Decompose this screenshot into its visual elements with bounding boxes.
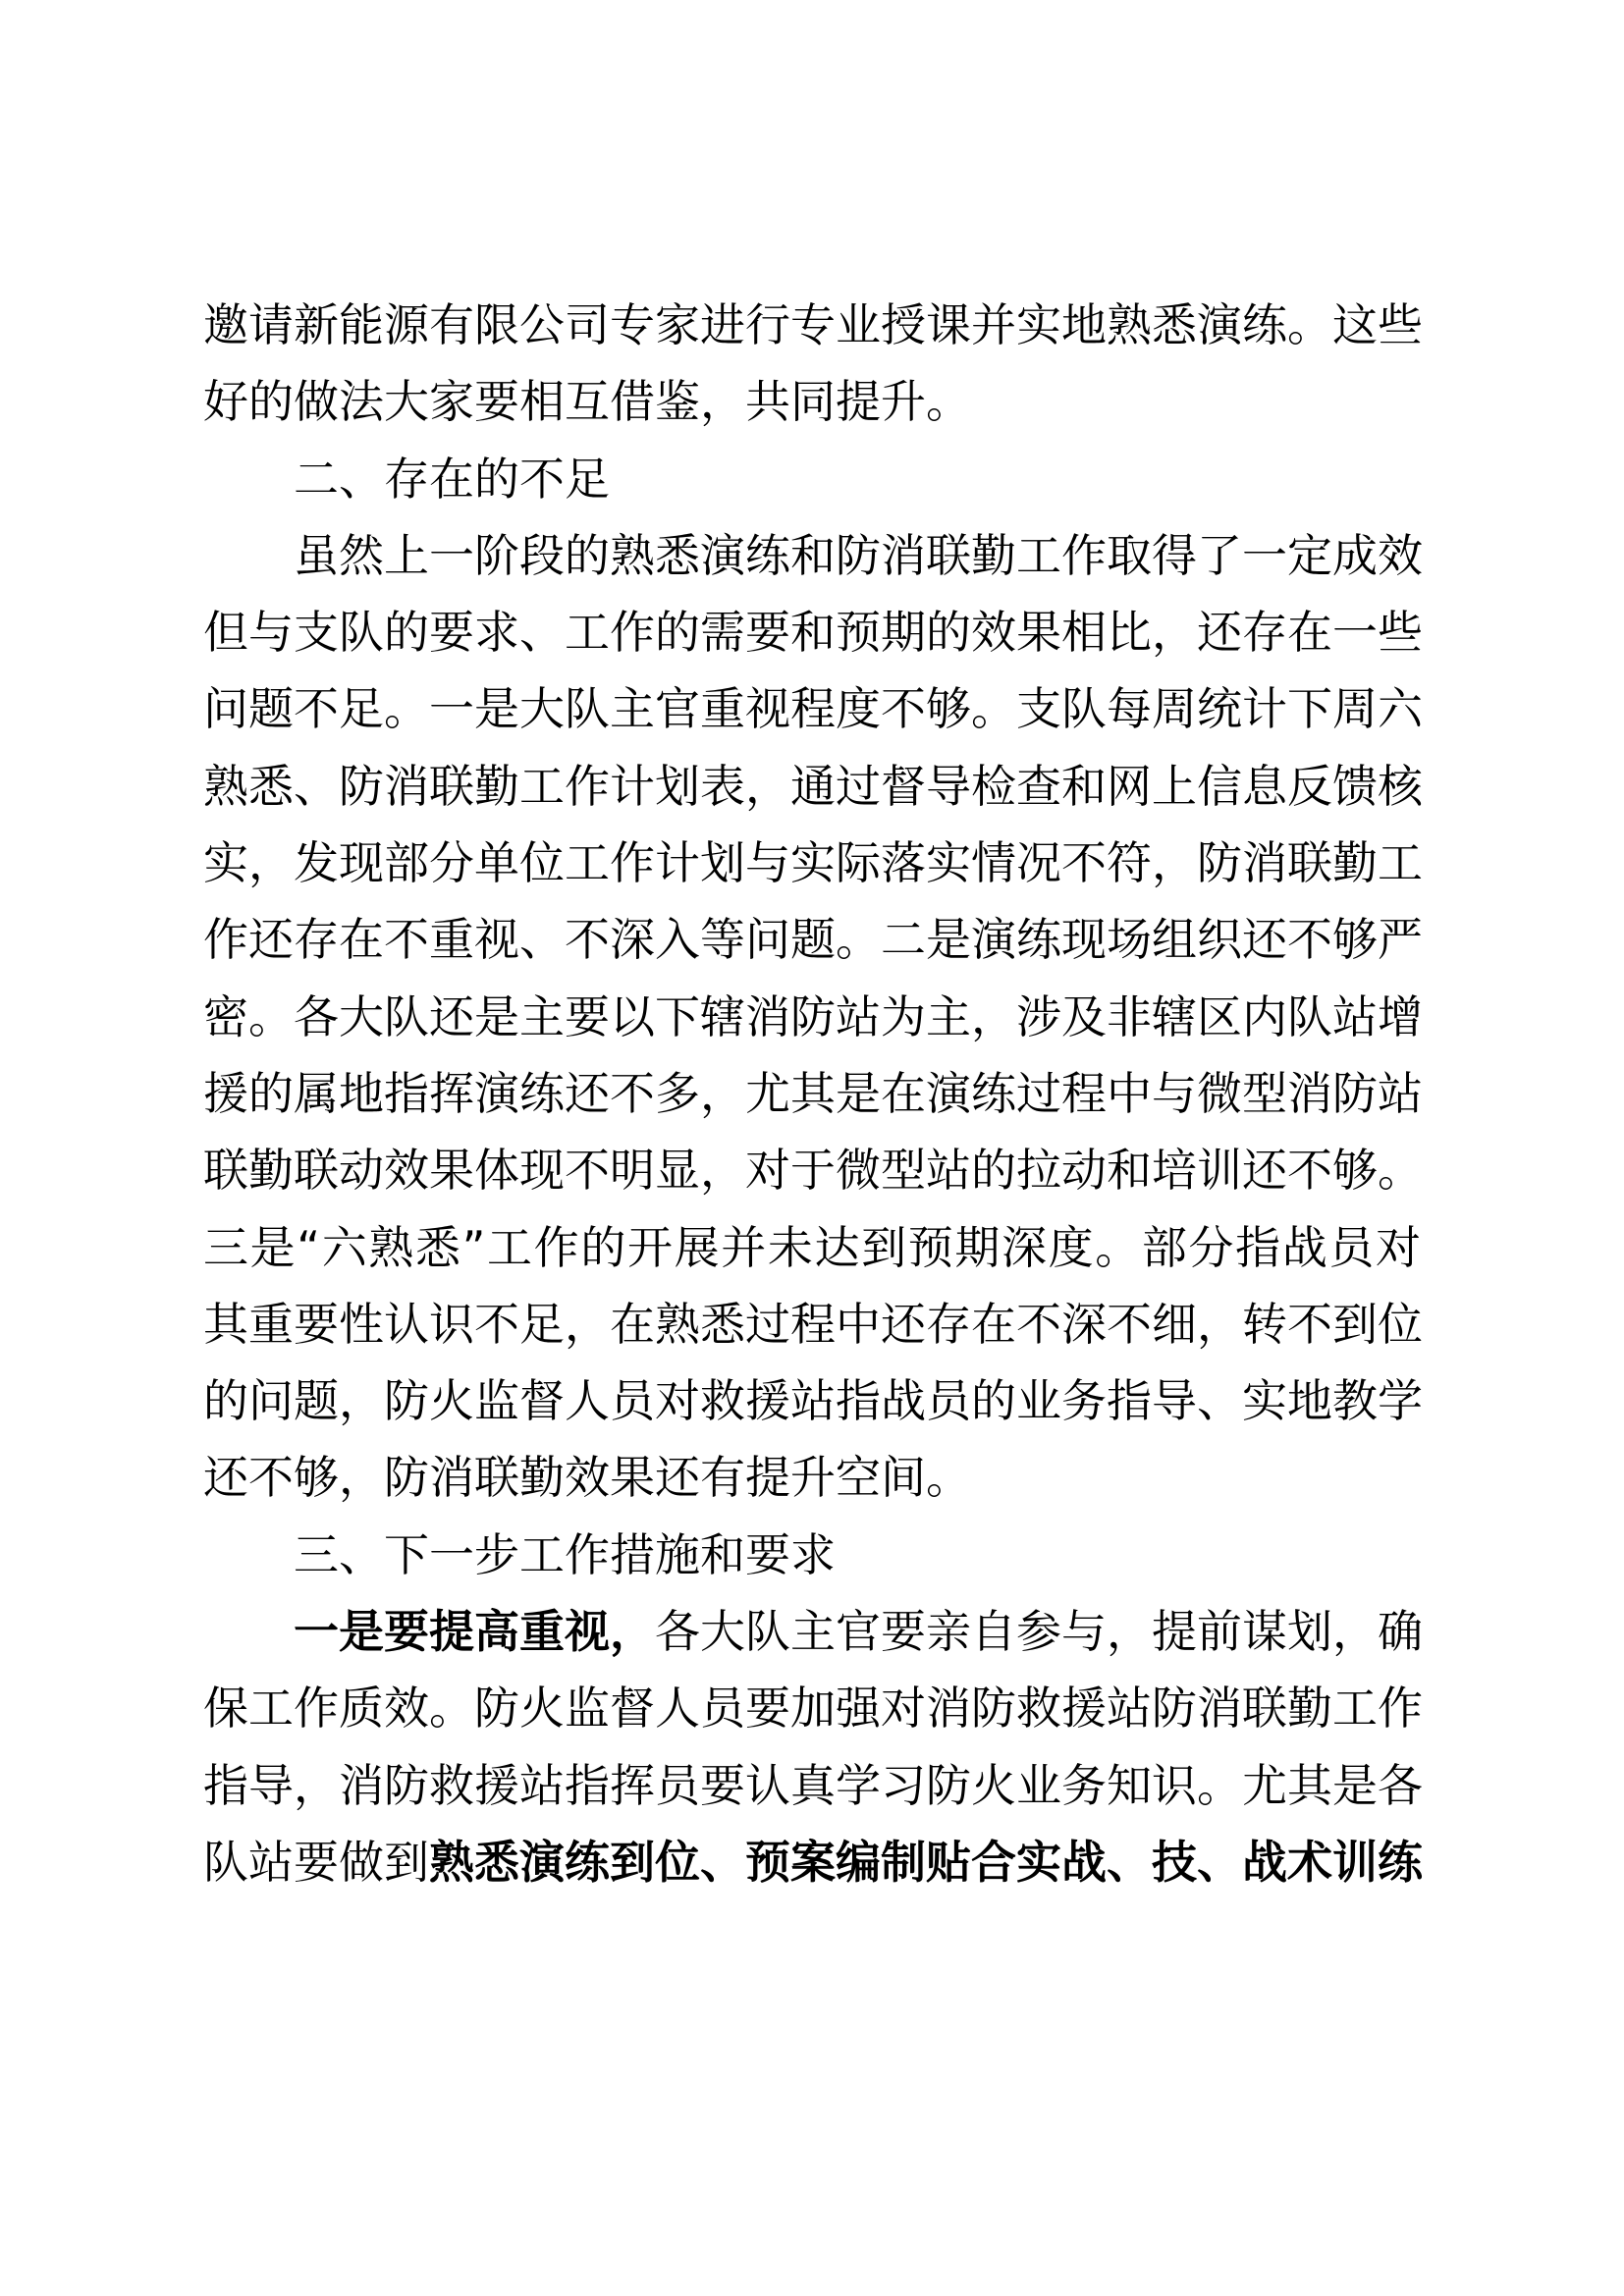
body-text [203, 287, 1421, 1900]
text-span: 各大队主官要亲自参与，提前谋划，确 [655, 1605, 1423, 1659]
text-line: 还不够，防消联勤效果还有提升空间。 [203, 1451, 971, 1505]
text-line: 其重要性认识不足，在熟悉过程中还存在不深不细，转不到位 [203, 1297, 1423, 1351]
text-line: 问题不足。一是大队主官重视程度不够。支队每周统计下周六 [203, 682, 1423, 736]
text-line: 援的属地指挥演练还不多，尤其是在演练过程中与微型消防站 [203, 1066, 1423, 1120]
text-line: 指导，消防救援站指挥员要认真学习防火业务知识。尤其是各 [203, 1758, 1423, 1812]
text-line: 邀请新能源有限公司专家进行专业授课并实地熟悉演练。这些 [203, 298, 1423, 351]
text-line: 好的做法大家要相互借鉴，共同提升。 [203, 375, 971, 429]
text-line: 的问题，防火监督人员对救援站指战员的业务指导、实地教学 [203, 1374, 1423, 1428]
text-line: 三是“六熟悉”工作的开展并未达到预期深度。部分指战员对 [203, 1220, 1421, 1274]
text-line: 熟悉、防消联勤工作计划表，通过督导检查和网上信息反馈核 [203, 759, 1423, 813]
text-span: 队站要做到 [203, 1835, 429, 1889]
section-heading: 二、存在的不足 [294, 452, 610, 506]
text-line: 但与支队的要求、工作的需要和预期的效果相比，还存在一些 [203, 606, 1423, 660]
text-line [203, 1824, 1421, 1900]
text-line: 联勤联动效果体现不明显，对于微型站的拉动和培训还不够。 [203, 1144, 1423, 1198]
text-line: 虽然上一阶段的熟悉演练和防消联勤工作取得了一定成效 [294, 528, 1423, 582]
text-line: 实，发现部分单位工作计划与实际落实情况不符，防消联勤工 [203, 836, 1423, 890]
section-heading: 三、下一步工作措施和要求 [294, 1527, 836, 1581]
bold-phrase: 熟悉演练到位、预案编制贴合实战、技、战术训练 [429, 1835, 1423, 1889]
text-line: 作还存在不重视、不深入等问题。二是演练现场组织还不够严 [203, 913, 1423, 967]
bold-phrase: 一是要提高重视， [294, 1605, 655, 1659]
text-line: 保工作质效。防火监督人员要加强对消防救援站防消联勤工作 [203, 1682, 1423, 1735]
text-line: 密。各大队还是主要以下辖消防站为主，涉及非辖区内队站增 [203, 989, 1423, 1043]
text-line [203, 1593, 1421, 1670]
